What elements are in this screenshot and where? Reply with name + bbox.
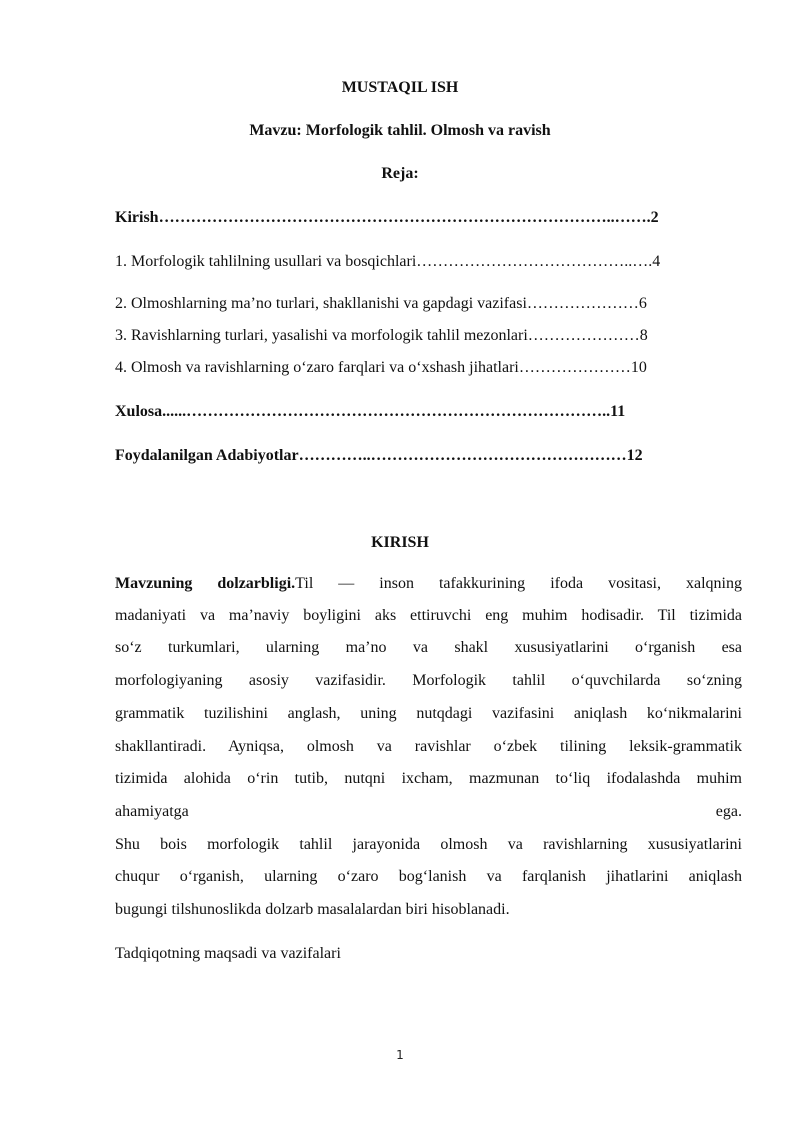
paragraph-text: Til — inson tafakkurining ifoda vositasi, xalqning xyxy=(295,575,743,592)
paragraph-line: shakllantiradi. Ayniqsa, olmosh va ravishlar o‘zbek tilining leksik-grammatik xyxy=(115,738,742,755)
plan-heading: Reja: xyxy=(381,165,419,182)
topic-heading: Mavzu: Morfologik tahlil. Olmosh va ravish xyxy=(249,122,551,139)
paragraph-line: tizimida alohida o‘rin tutib, nutqni ixcham, mazmunan to‘liq ifodalashda muhim xyxy=(115,770,742,787)
toc-entry-conclusion: Xulosa......……………………………………………………………………..11 xyxy=(115,403,626,420)
paragraph-line: grammatik tuzilishini anglash, uning nutqdagi vazifasini aniqlash ko‘nikmalarini xyxy=(115,705,742,722)
paragraph-lead: Mavzuning dolzarbligi. xyxy=(115,575,296,592)
document-title: MUSTAQIL ISH xyxy=(341,79,459,96)
paragraph-line: so‘z turkumlari, ularning ma’no va shakl xususiyatlarini o‘rganish esa xyxy=(115,639,742,656)
paragraph-line: bugungi tilshunoslikda dolzarb masalalardan biri hisoblanadi. xyxy=(115,901,510,918)
toc-entry-1: 1. Morfologik tahlilning usullari va bosqichlari…………………………………..….4 xyxy=(115,253,661,270)
toc-entry-3: 3. Ravishlarning turlari, yasalishi va morfologik tahlil mezonlari…………………8 xyxy=(115,327,648,344)
paragraph-line: morfologiyaning asosiy vazifasidir. Morfologik tahlil o‘quvchilarda so‘zning xyxy=(115,672,742,689)
toc-entry-2: 2. Olmoshlarning ma’no turlari, shakllanishi va gapdagi vazifasi…………………6 xyxy=(115,295,647,312)
subheading: Tadqiqotning maqsadi va vazifalari xyxy=(115,945,341,962)
paragraph-line xyxy=(115,574,742,594)
toc-entry-references: Foydalanilgan Adabiyotlar…………..…………………………………………12 xyxy=(115,447,643,464)
toc-entry-intro: Kirish…………………………………………………………………………..…….2 xyxy=(115,209,659,226)
page-number: 1 xyxy=(396,1048,404,1062)
toc-entry-4: 4. Olmosh va ravishlarning o‘zaro farqlari va o‘xshash jihatlari…………………10 xyxy=(115,359,647,376)
paragraph-line: ahamiyatga ega. xyxy=(115,803,742,820)
paragraph-line: Shu bois morfologik tahlil jarayonida olmosh va ravishlarning xususiyatlarini xyxy=(115,836,742,853)
paragraph-line: chuqur o‘rganish, ularning o‘zaro bog‘lanish va farqlanish jihatlarini aniqlash xyxy=(115,868,742,885)
paragraph-line: madaniyati va ma’naviy boyligini aks ettiruvchi eng muhim hodisadir. Til tizimida xyxy=(115,607,742,624)
section-heading: KIRISH xyxy=(371,534,429,551)
